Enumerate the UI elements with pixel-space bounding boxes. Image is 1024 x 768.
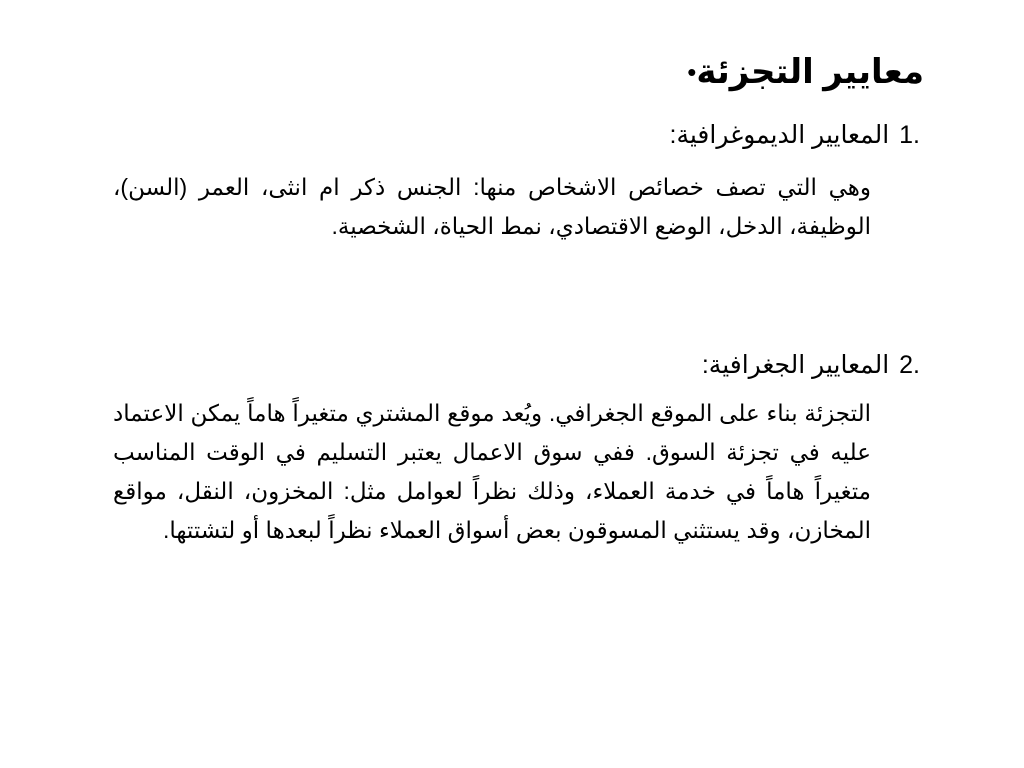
item-heading-geographic bbox=[702, 350, 920, 380]
item-number: 2. bbox=[899, 351, 920, 379]
paragraph-demographic: وهي التي تصف خصائص الاشخاص منها: الجنس ذكر ام انثى، العمر (السن)، الوظيفة، الدخل، الوضع الاقتصادي، نمط الحياة، الشخصية. bbox=[113, 174, 871, 239]
title-row bbox=[665, 52, 924, 93]
bullet-icon: • bbox=[687, 57, 697, 88]
item-heading-text: المعايير الجغرافية: bbox=[701, 351, 890, 379]
item-heading-text: المعايير الديموغرافية: bbox=[669, 121, 890, 149]
slide-title: معايير التجزئة bbox=[696, 53, 924, 91]
item-heading-demographic bbox=[670, 120, 920, 150]
item-number: 1. bbox=[899, 121, 920, 149]
paragraph-geographic: التجزئة بناء على الموقع الجغرافي. ويُعد موقع المشتري متغيراً هاماً يمكن الاعتماد عليه في تجزئة السوق. ففي سوق الاعمال يعتبر التسليم في الوقت المناسب متغيراً هاماً في خدمة العملاء، وذلك نظراً لعوامل مثل: المخزون، النقل، مواقع المخازن، وقد يستثني المسوقون بعض أسواق العملاء نظراً لبعدها أو لتشتتها. bbox=[113, 400, 871, 543]
